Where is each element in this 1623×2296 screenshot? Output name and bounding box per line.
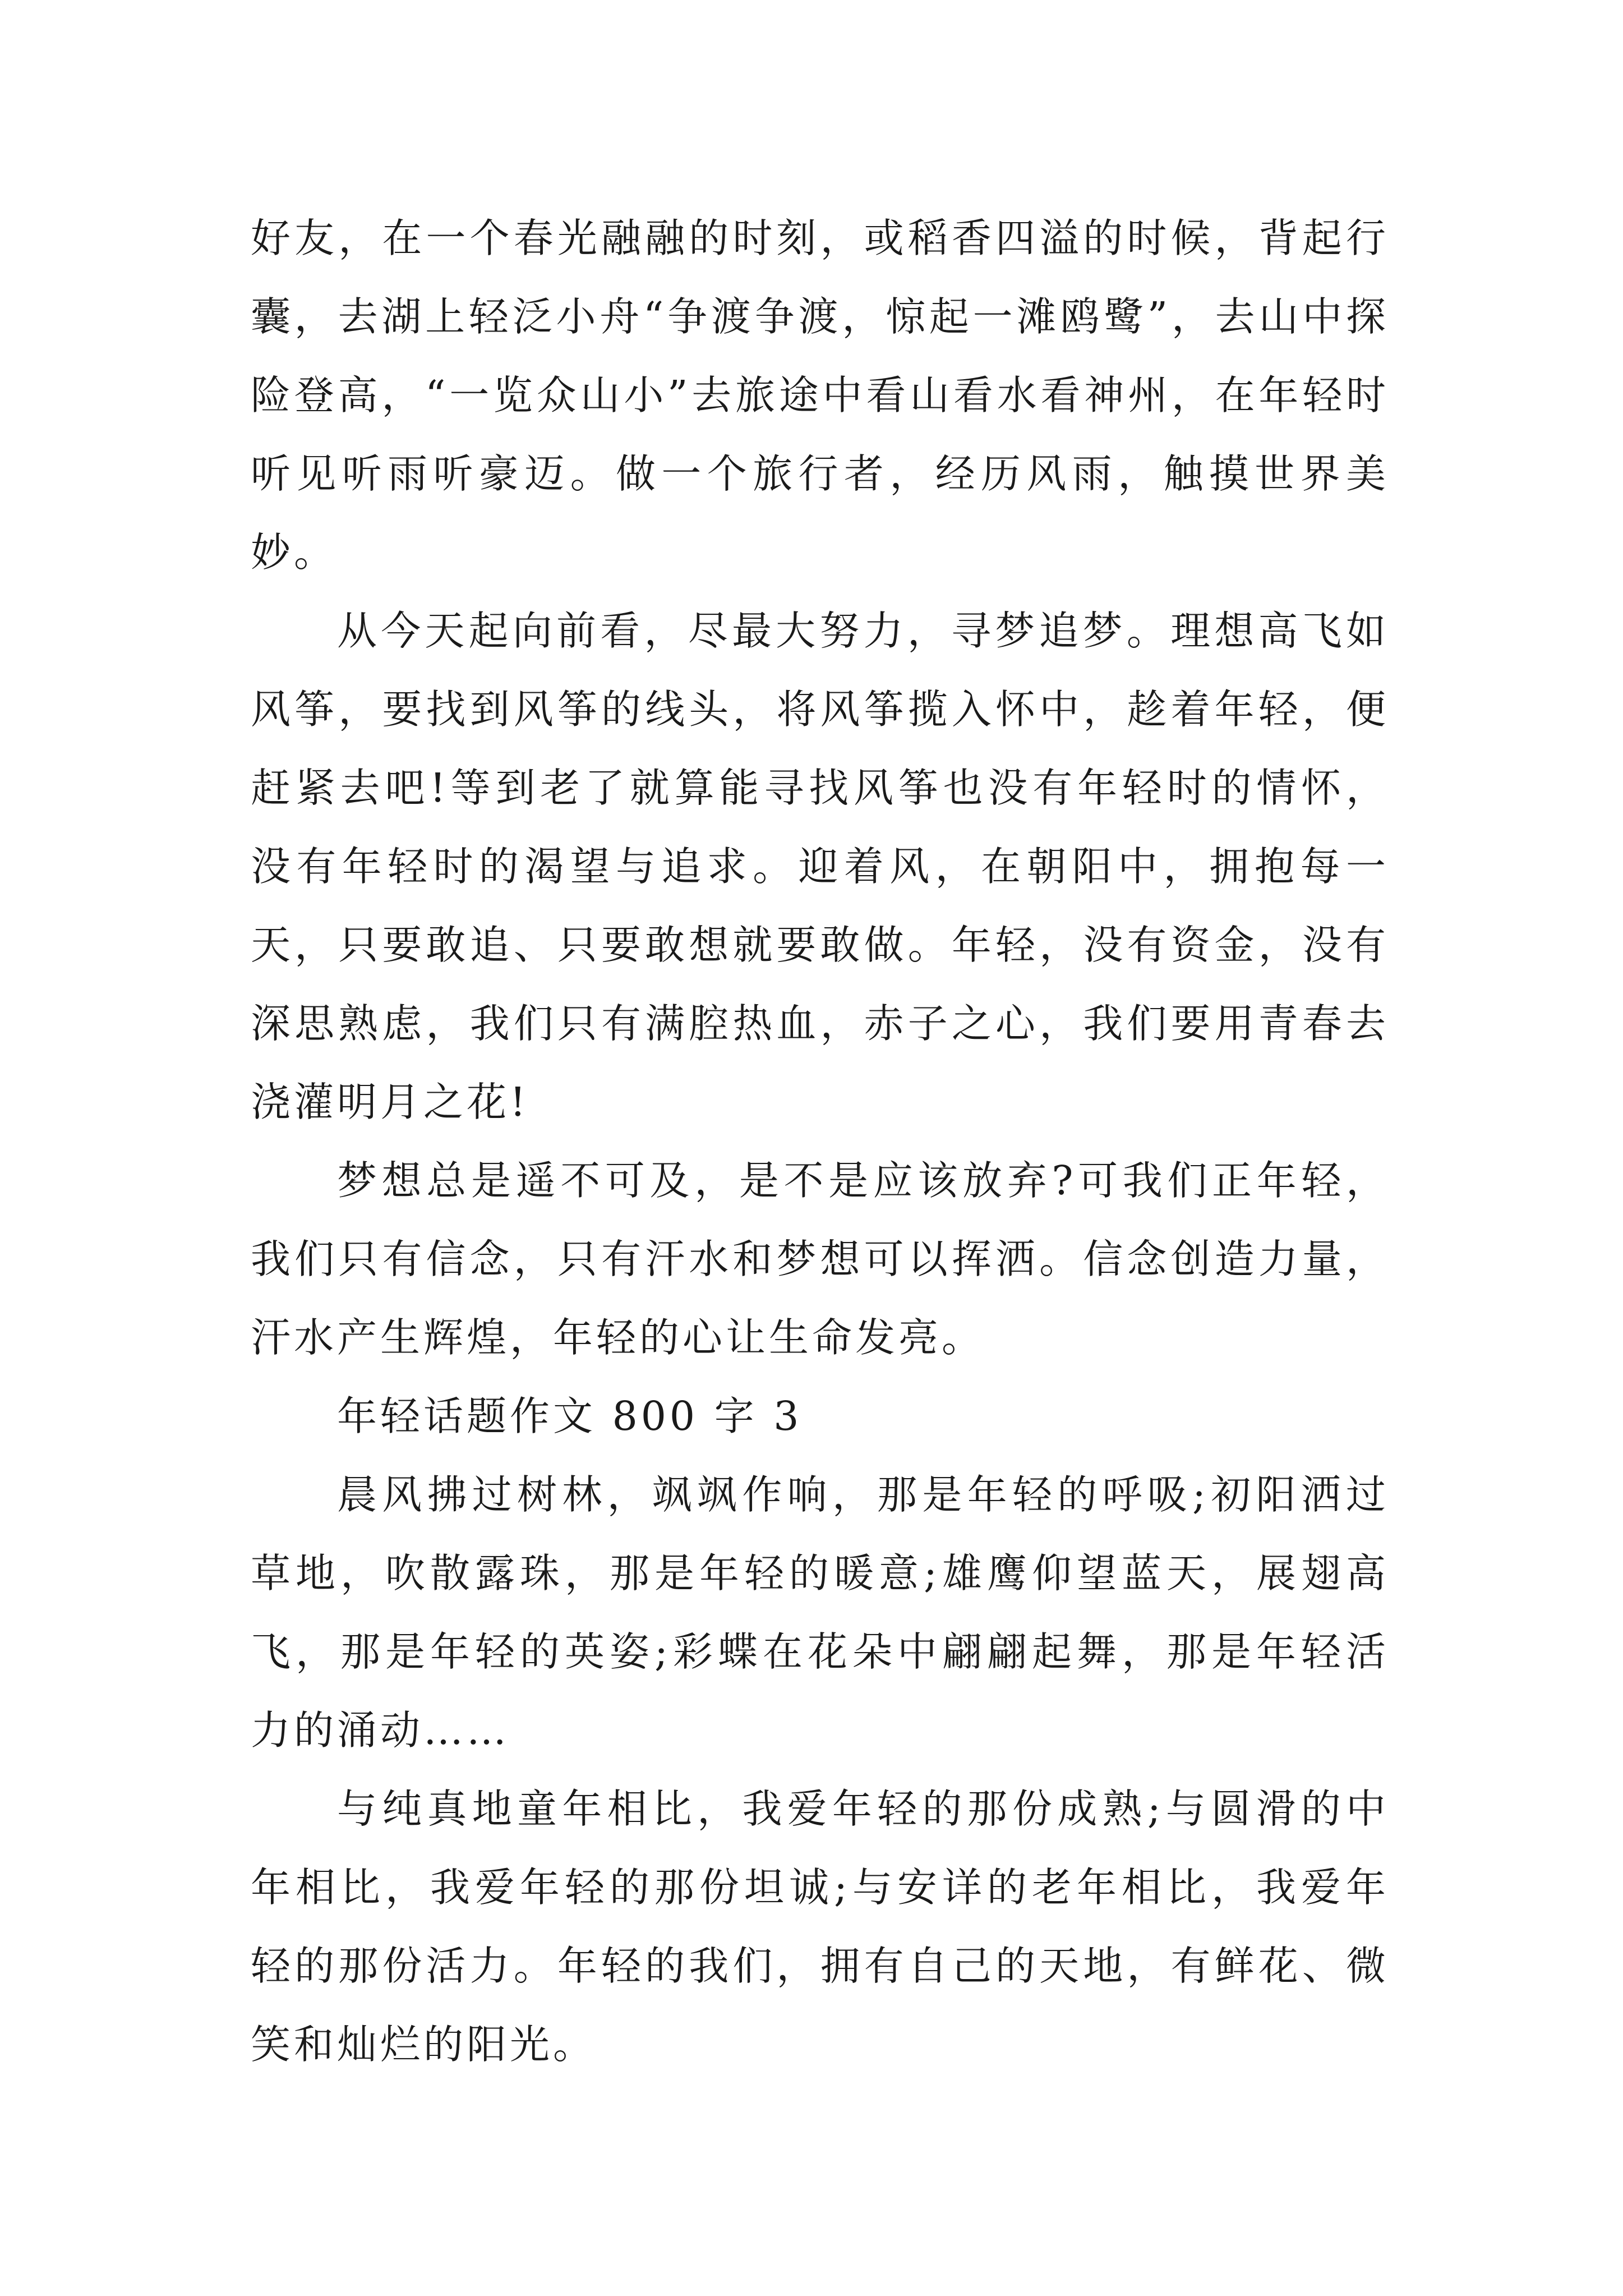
essay-heading: 年轻话题作文 800 字 3 (337, 1393, 803, 1439)
paragraph-comparison: 与纯真地童年相比，我爱年轻的那份成熟;与圆滑的中年相比，我爱年轻的那份坦诚;与安详的老年相比，我爱年轻的那份活力。年轻的我们，拥有自己的天地，有鲜花、微笑和灿烂的阳光。 (251, 1786, 1389, 2068)
paragraph-morning-wind: 晨风拂过树林，飒飒作响，那是年轻的呼吸;初阳洒过草地，吹散露珠，那是年轻的暖意;雄鹰仰望蓝天，展翅高飞，那是年轻的英姿;彩蝶在花朵中翩翩起舞，那是年轻活力的涌动…… (251, 1471, 1389, 1754)
paragraph-dream-kite: 从今天起向前看，尽最大努力，寻梦追梦。理想高飞如风筝，要找到风筝的线头，将风筝揽入怀中，趁着年轻，便赶紧去吧!等到老了就算能寻找风筝也没有年轻时的情怀，没有年轻时的渴望与追求。迎着风，在朝阳中，拥抱每一天，只要敢追、只要敢想就要敢做。年轻，没有资金，没有深思熟虑，我们只有满腔热血，赤子之心，我们要用青春去浇灌明月之花! (251, 608, 1389, 1125)
paragraph-travel: 好友，在一个春光融融的时刻，或稻香四溢的时候，背起行囊，去湖上轻泛小舟“争渡争渡，惊起一滩鸥鹭”，去山中探险登高，“一览众山小”去旅途中看山看水看神州，在年轻时听见听雨听豪迈。做一个旅行者，经历风雨，触摸世界美妙。 (251, 215, 1389, 576)
paragraph-belief: 梦想总是遥不可及，是不是应该放弃?可我们正年轻，我们只有信念，只有汗水和梦想可以挥洒。信念创造力量，汗水产生辉煌，年轻的心让生命发亮。 (251, 1157, 1389, 1361)
essay-body (251, 199, 1389, 2084)
